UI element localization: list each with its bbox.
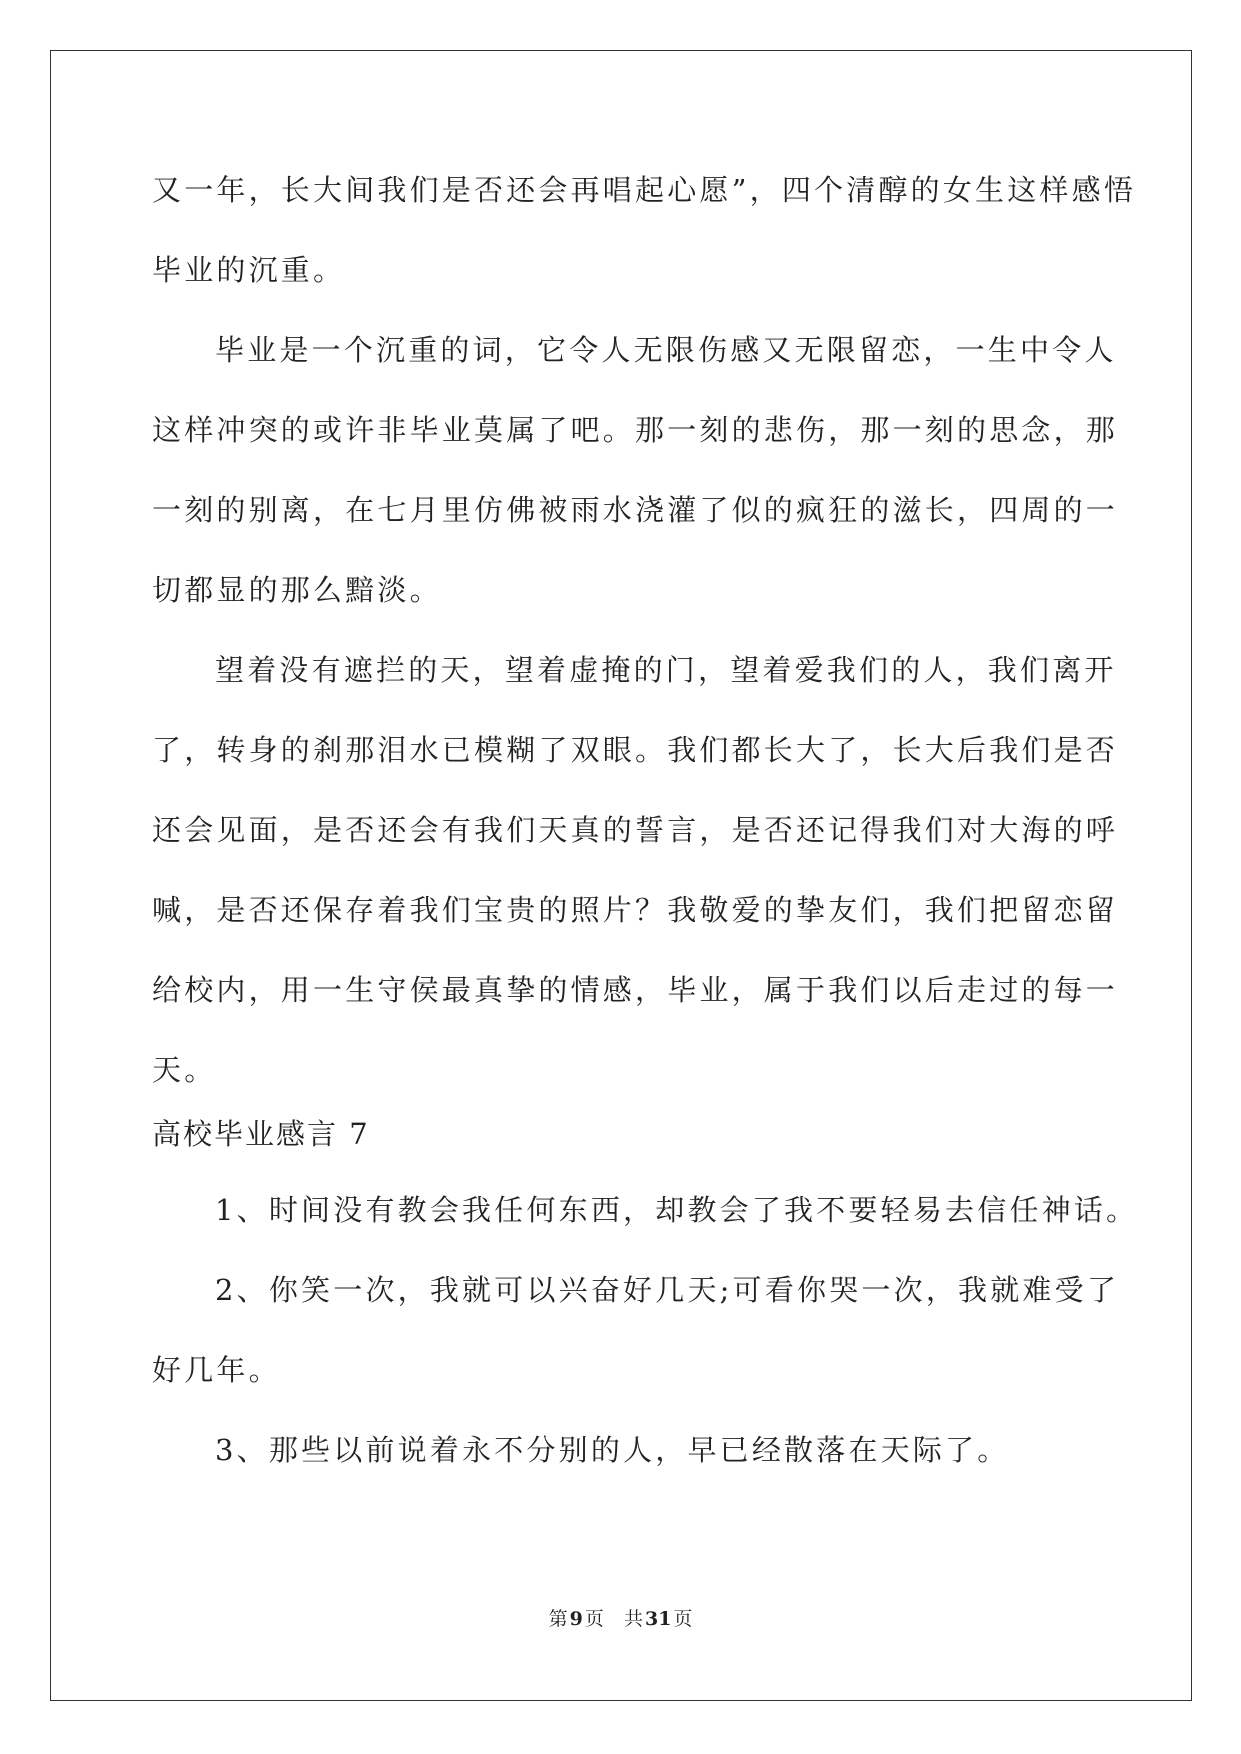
text-line: 这样冲突的或许非毕业莫属了吧。那一刻的悲伤，那一刻的思念，那 (152, 413, 1119, 447)
section-heading: 高校毕业感言 7 (152, 1117, 370, 1151)
text-line: 给校内，用一生守侯最真挚的情感，毕业，属于我们以后走过的每一 (152, 973, 1119, 1007)
text-line: 了，转身的刹那泪水已模糊了双眼。我们都长大了，长大后我们是否 (152, 733, 1119, 767)
document-body (152, 150, 1139, 1490)
text-line: 一刻的别离，在七月里仿佛被雨水浇灌了似的疯狂的滋长，四周的一 (152, 493, 1119, 527)
footer-total-pages: 31 (644, 1608, 672, 1630)
text-line: 1、时间没有教会我任何东西，却教会了我不要轻易去信任神话。 (215, 1193, 1139, 1227)
footer-total-suffix: 页 (673, 1608, 693, 1630)
paragraph-block-1 (152, 150, 1137, 1110)
text-line: 好几年。 (152, 1353, 281, 1387)
text-line: 毕业是一个沉重的词，它令人无限伤感又无限留恋，一生中令人 (215, 333, 1117, 367)
text-line: 望着没有遮拦的天，望着虚掩的门，望着爱我们的人，我们离开 (215, 653, 1117, 687)
footer-page-suffix: 页 (584, 1608, 604, 1630)
paragraph-block-2 (152, 1170, 1139, 1490)
text-line: 喊，是否还保存着我们宝贵的照片？我敬爱的挚友们，我们把留恋留 (152, 893, 1119, 927)
text-line: 还会见面，是否还会有我们天真的誓言，是否还记得我们对大海的呼 (152, 813, 1119, 847)
text-line: 毕业的沉重。 (152, 253, 346, 287)
text-line: 又一年，长大间我们是否还会再唱起心愿”，四个清醇的女生这样感悟 (152, 173, 1137, 207)
text-line: 切都显的那么黯淡。 (152, 573, 442, 607)
text-line: 3、那些以前说着永不分别的人，早已经散落在天际了。 (215, 1433, 1010, 1467)
footer-page-number: 9 (569, 1608, 583, 1630)
footer-prefix: 第 (548, 1608, 568, 1630)
text-line: 2、你笑一次，我就可以兴奋好几天;可看你哭一次，我就难受了 (215, 1273, 1120, 1307)
footer-total-prefix: 共 (623, 1608, 643, 1630)
page-footer (0, 1604, 1241, 1631)
text-line: 天。 (152, 1053, 217, 1087)
